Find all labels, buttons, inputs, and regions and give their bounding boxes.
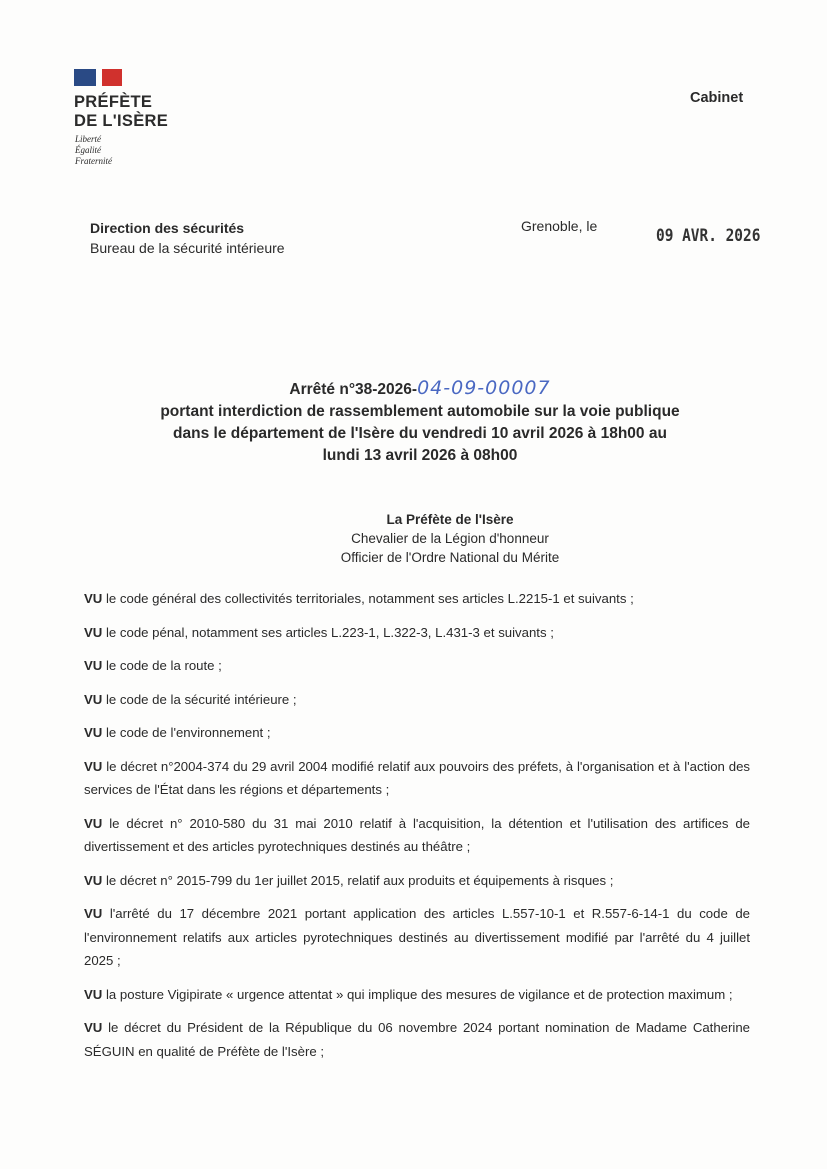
visa-item	[84, 688, 750, 712]
vu-label: VU	[84, 815, 103, 831]
sender-block	[90, 218, 285, 258]
visa-text: le décret n°2004-374 du 29 avril 2004 modifié relatif aux pouvoirs des préfets, à l'organisation et à l'action des services de l'État dans les régions et départements ;	[84, 758, 750, 797]
visa-item	[84, 587, 750, 611]
visa-item	[84, 812, 750, 859]
visas-list	[84, 587, 750, 1073]
vu-label: VU	[84, 986, 103, 1002]
vu-label: VU	[84, 1020, 103, 1035]
handwritten-number: 04-09-00007	[417, 377, 551, 399]
visa-item	[84, 902, 750, 973]
visa-text: le code de la sécurité intérieure ;	[102, 691, 297, 707]
motto-egalite: Égalité	[75, 145, 101, 155]
visa-item	[84, 869, 750, 893]
vu-label: VU	[84, 624, 103, 640]
motto-liberte: Liberté	[75, 134, 101, 144]
vu-label: VU	[84, 906, 103, 921]
visa-text: le code de l'environnement ;	[102, 725, 271, 740]
title-line: lundi 13 avril 2026 à 08h00	[322, 447, 518, 464]
vu-label: VU	[84, 591, 103, 606]
motto-fraternite: Fraternité	[75, 156, 112, 166]
bureau: Bureau de la sécurité intérieure	[90, 240, 285, 256]
visa-text: le décret du Président de la République du 06 novembre 2024 portant nomination de Madame Catherine SÉGUIN en qualité de Préfète de l'Isère ;	[84, 1020, 750, 1059]
visa-item	[84, 755, 750, 802]
visa-text: le décret n° 2010-580 du 31 mai 2010 relatif à l'acquisition, la détention et l'utilisation des artifices de divertissement et des articles pyrotechniques destinés au théâtre ;	[84, 815, 750, 854]
visa-item	[84, 721, 750, 745]
vu-label: VU	[84, 725, 103, 740]
visa-text: le décret n° 2015-799 du 1er juillet 2015, relatif aux produits et équipements à risques ;	[102, 872, 614, 888]
decree-number: Arrêté n°38-2026-	[289, 381, 418, 398]
visa-item	[84, 1016, 750, 1063]
date-stamp: 09 AVR. 2026	[656, 226, 761, 246]
vu-label: VU	[84, 872, 103, 888]
motto	[75, 134, 112, 167]
title-line: portant interdiction de rassemblement automobile sur la voie publique	[160, 403, 680, 420]
visa-text: l'arrêté du 17 décembre 2021 portant application des articles L.557-10-1 et R.557-6-14-1 du code de l'environnement relatifs aux articles pyrotechniques destinés au divertissement modifié par l'arrêté du 4 juillet 2025 ;	[84, 906, 750, 968]
prefect-title: Officier de l'Ordre National du Mérite	[340, 550, 560, 565]
visa-text: la posture Vigipirate « urgence attentat » qui implique des mesures de vigilance et de protection maximum ;	[102, 986, 733, 1002]
direction: Direction des sécurités	[90, 220, 245, 236]
vu-label: VU	[84, 691, 103, 707]
visa-item	[84, 621, 750, 645]
visa-item	[84, 983, 750, 1007]
decree-title	[100, 377, 740, 467]
prefecture-logo-text	[74, 93, 168, 131]
prefect-title: Chevalier de la Légion d'honneur	[351, 531, 549, 546]
vu-label: VU	[84, 758, 103, 774]
title-line: dans le département de l'Isère du vendredi 10 avril 2026 à 18h00 au	[173, 425, 667, 442]
visa-text: le code de la route ;	[102, 658, 222, 673]
visa-text: le code pénal, notamment ses articles L.223-1, L.322-3, L.431-3 et suivants ;	[102, 624, 554, 640]
vu-label: VU	[84, 658, 103, 673]
logo-line-1: PRÉFÈTE	[74, 93, 153, 111]
visa-item	[84, 654, 750, 678]
service-label: Cabinet	[690, 90, 744, 106]
marianne-flag-logo	[74, 69, 122, 86]
place: Grenoble, le	[521, 218, 598, 234]
prefect-name: La Préfète de l'Isère	[386, 512, 514, 527]
logo-line-2: DE L'ISÈRE	[74, 112, 169, 130]
prefect-block	[200, 510, 700, 567]
visa-text: le code général des collectivités territoriales, notamment ses articles L.2215-1 et suivants ;	[102, 591, 634, 606]
